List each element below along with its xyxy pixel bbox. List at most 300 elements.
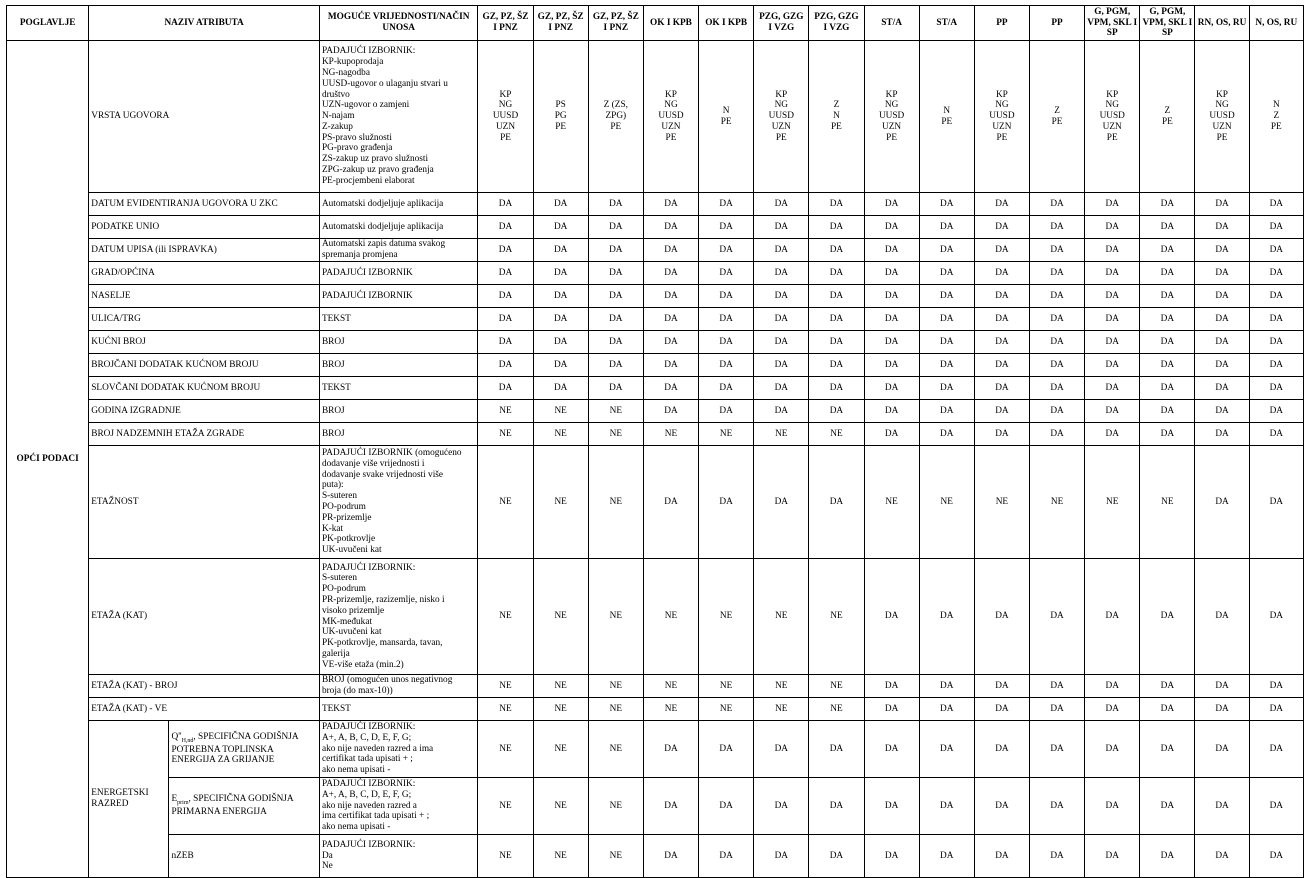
table-row <box>7 721 1304 778</box>
value-cell: DA <box>1029 239 1084 262</box>
value-line: PE <box>831 121 842 132</box>
value-cell: DA <box>864 400 919 423</box>
value-cell: DA <box>643 354 698 377</box>
value-line: PE <box>1216 132 1228 143</box>
value-cell: DA <box>974 721 1029 778</box>
value-line: PE <box>996 132 1008 143</box>
value-cell: DA <box>588 354 643 377</box>
value-cell: DA <box>864 423 919 446</box>
value-cell: DA <box>1085 675 1140 698</box>
attribute-name: NASELJE <box>89 285 320 308</box>
table-row <box>7 835 1304 878</box>
value-line: PE <box>500 132 511 143</box>
value-cell: DA <box>478 331 533 354</box>
value-line: UUSD <box>492 111 519 122</box>
value-cell: DA <box>1085 308 1140 331</box>
value-cell: DA <box>1140 239 1195 262</box>
value-line: UUSD <box>658 111 684 122</box>
table-row <box>7 423 1304 446</box>
value-cell: DA <box>1140 193 1195 216</box>
value-cell: DA <box>643 721 698 778</box>
value-line: PE <box>555 121 567 132</box>
value-cell: DA <box>1085 698 1140 721</box>
value-cell: DA <box>864 835 919 878</box>
energy-symbol: Q'' <box>171 731 182 742</box>
value-cell: DA <box>643 377 698 400</box>
value-cell: DA <box>919 308 974 331</box>
value-cell: NE <box>588 559 643 675</box>
value-cell: NE <box>478 835 533 878</box>
possible-value-line: ako nije naveden razred a <box>321 800 417 811</box>
value-cell: DA <box>809 216 864 239</box>
value-cell: DA <box>864 216 919 239</box>
value-cell <box>1085 41 1140 193</box>
value-cell: DA <box>864 193 919 216</box>
possible-value-line: UK-uvučeni kat <box>321 545 382 556</box>
possible-value-line: UUSD-ugovor o ulaganju stvari u društvo <box>321 78 448 100</box>
value-cell: DA <box>754 400 809 423</box>
value-cell: DA <box>533 193 588 216</box>
possible-value-line: Ne <box>321 861 333 872</box>
value-cell: DA <box>1249 675 1303 698</box>
possible-values <box>319 193 477 216</box>
possible-value-line: BROJ <box>321 405 345 416</box>
value-cell: DA <box>1249 239 1303 262</box>
value-cell: DA <box>1249 446 1303 559</box>
value-cell: DA <box>1195 446 1249 559</box>
value-cell: DA <box>1029 193 1084 216</box>
value-cell <box>809 41 864 193</box>
energy-attribute-name <box>169 721 319 778</box>
possible-value-line: K-kat <box>321 523 344 534</box>
value-line: UUSD <box>989 111 1015 122</box>
value-cell: NE <box>699 675 754 698</box>
attribute-name: ETAŽA (KAT) - VE <box>89 698 320 721</box>
value-cell: NE <box>588 698 643 721</box>
possible-value-line: PK-potkrovlje, mansarda, tavan, <box>321 638 443 649</box>
value-cell: DA <box>533 216 588 239</box>
value-cell: DA <box>1085 721 1140 778</box>
value-cell: DA <box>809 308 864 331</box>
value-cell: DA <box>1249 721 1303 778</box>
value-cell: DA <box>974 778 1029 835</box>
value-cell: DA <box>1195 331 1249 354</box>
table-row <box>7 559 1304 675</box>
value-cell: NE <box>643 559 698 675</box>
value-line: NG <box>664 100 678 111</box>
value-cell <box>919 41 974 193</box>
value-cell: DA <box>1085 354 1140 377</box>
table-row <box>7 262 1304 285</box>
value-cell: DA <box>1249 354 1303 377</box>
value-line: UZN <box>992 121 1012 132</box>
value-cell: DA <box>919 835 974 878</box>
value-cell: DA <box>1029 262 1084 285</box>
value-line: UUSD <box>768 111 794 122</box>
attribute-name: ETAŽA (KAT) - BROJ <box>89 675 320 698</box>
value-cell: NE <box>699 698 754 721</box>
value-cell: DA <box>1195 193 1249 216</box>
possible-value-line: PO-podrum <box>321 502 366 512</box>
value-cell: DA <box>1140 675 1195 698</box>
value-cell: DA <box>754 778 809 835</box>
value-cell: DA <box>1195 721 1249 778</box>
value-line: PE <box>886 132 898 143</box>
value-cell: DA <box>478 377 533 400</box>
possible-value-line: NG-nagodba <box>321 67 370 78</box>
value-cell: DA <box>1085 216 1140 239</box>
value-cell: DA <box>919 331 974 354</box>
value-cell: DA <box>533 354 588 377</box>
possible-value-line: PR-prizemlje <box>321 512 372 523</box>
value-cell: NE <box>533 423 588 446</box>
possible-value-line: TEKST <box>321 382 351 393</box>
value-cell: DA <box>1195 400 1249 423</box>
header-possible-values: MOGUĆE VRIJEDNOSTI/NAČIN UNOSA <box>319 6 477 41</box>
possible-value-line: Da <box>321 850 333 861</box>
value-cell: DA <box>754 721 809 778</box>
value-line: KP <box>995 89 1008 100</box>
value-cell: DA <box>919 778 974 835</box>
value-cell: NE <box>478 721 533 778</box>
possible-value-line: PADAJUĆI IZBORNIK <box>321 290 413 301</box>
value-cell: DA <box>588 285 643 308</box>
value-cell: DA <box>864 721 919 778</box>
value-cell: DA <box>1085 559 1140 675</box>
possible-value-line: PR-prizemlje, razizemlje, nisko i <box>321 594 445 605</box>
attribute-name: ETAŽA (KAT) <box>89 559 320 675</box>
possible-value-line: TEKST <box>321 703 351 714</box>
possible-value-line: dodavanje svake vrijednosti više <box>321 469 444 480</box>
value-line: UZN <box>1212 121 1232 132</box>
value-cell: DA <box>1085 193 1140 216</box>
header-chapter: POGLAVLJE <box>7 6 89 41</box>
value-line: NG <box>1215 100 1229 111</box>
possible-value-line: KP-kupoprodaja <box>321 57 384 68</box>
possible-value-line: PADAJUĆI IZBORNIK: <box>321 722 416 733</box>
value-cell: NE <box>533 778 588 835</box>
value-cell: DA <box>974 216 1029 239</box>
value-line: Z <box>1273 111 1280 122</box>
value-cell: DA <box>643 308 698 331</box>
value-cell: DA <box>1140 559 1195 675</box>
value-cell: NE <box>478 559 533 675</box>
possible-value-line: broja (do max-10)) <box>321 686 393 696</box>
value-cell: DA <box>588 193 643 216</box>
value-cell: DA <box>864 262 919 285</box>
possible-values <box>319 377 477 400</box>
table-row <box>7 377 1304 400</box>
value-cell: DA <box>809 262 864 285</box>
value-cell: NE <box>588 423 643 446</box>
value-cell: DA <box>754 285 809 308</box>
possible-values <box>319 239 477 262</box>
value-line: NG <box>884 100 899 111</box>
value-cell: DA <box>478 285 533 308</box>
value-cell: DA <box>1085 778 1140 835</box>
value-cell: DA <box>643 239 698 262</box>
value-cell: DA <box>699 331 754 354</box>
value-cell: NE <box>699 423 754 446</box>
possible-value-line: ZPG-zakup uz pravo građenja <box>321 165 434 176</box>
value-cell: DA <box>1029 331 1084 354</box>
value-line: UZN <box>1102 121 1122 132</box>
value-line: KP <box>1106 89 1119 100</box>
value-cell: NE <box>533 559 588 675</box>
table-row <box>7 354 1304 377</box>
chapter-cell: OPĆI PODACI <box>7 41 89 878</box>
value-cell: DA <box>919 400 974 423</box>
possible-values <box>319 400 477 423</box>
header-col: PZG, GZG I VZG <box>754 6 809 41</box>
value-cell: DA <box>643 446 698 559</box>
value-cell: DA <box>1249 400 1303 423</box>
value-cell: NE <box>533 400 588 423</box>
value-cell: DA <box>919 559 974 675</box>
energy-name-rest: , SPECIFIČNA GODIŠNJA POTREBNA TOPLINSKA ENERGIJA ZA GRIJANJE <box>171 731 299 766</box>
value-cell: DA <box>1029 423 1084 446</box>
value-cell: DA <box>699 377 754 400</box>
value-cell: DA <box>1140 308 1195 331</box>
possible-value-line: UK-uvučeni kat <box>321 627 382 638</box>
value-cell: DA <box>1029 285 1084 308</box>
value-cell <box>533 41 588 193</box>
attribute-name: BROJ NADZEMNIH ETAŽA ZGRADE <box>89 423 320 446</box>
value-cell: DA <box>1195 698 1249 721</box>
value-cell: NE <box>643 675 698 698</box>
value-cell: DA <box>643 262 698 285</box>
value-cell: NE <box>588 400 643 423</box>
table-row <box>7 239 1304 262</box>
value-cell: DA <box>919 354 974 377</box>
value-cell: DA <box>643 400 698 423</box>
value-cell: DA <box>1249 308 1303 331</box>
value-cell: DA <box>754 262 809 285</box>
value-cell: DA <box>1140 835 1195 878</box>
value-cell: DA <box>809 400 864 423</box>
value-cell: DA <box>1195 559 1249 675</box>
value-cell: DA <box>1029 675 1084 698</box>
value-cell: NE <box>533 721 588 778</box>
value-cell: NE <box>809 698 864 721</box>
value-cell: NE <box>919 446 974 559</box>
possible-values <box>319 423 477 446</box>
value-line: PS <box>555 100 566 111</box>
value-cell: DA <box>1249 285 1303 308</box>
value-cell: DA <box>864 308 919 331</box>
value-cell: DA <box>478 239 533 262</box>
possible-value-line: UZN-ugovor o zamjeni <box>321 100 410 111</box>
value-cell: DA <box>974 354 1029 377</box>
value-cell: DA <box>643 778 698 835</box>
value-cell <box>1249 41 1303 193</box>
value-cell: DA <box>919 239 974 262</box>
value-cell <box>974 41 1029 193</box>
value-cell: NE <box>754 698 809 721</box>
possible-values <box>319 308 477 331</box>
value-cell: DA <box>643 285 698 308</box>
value-cell: DA <box>1085 331 1140 354</box>
value-cell: NE <box>754 559 809 675</box>
possible-value-line: ako nema upisati - <box>321 765 391 776</box>
value-cell: DA <box>864 698 919 721</box>
header-col: GZ, PZ, ŠZ I PNZ <box>533 6 588 41</box>
value-cell: DA <box>1085 835 1140 878</box>
possible-value-line: BROJ <box>321 336 345 347</box>
energy-subscript: H,nd <box>181 737 194 744</box>
value-cell: DA <box>754 193 809 216</box>
possible-value-line: certifikat tada upisati + ; <box>321 754 413 765</box>
possible-values <box>319 778 477 835</box>
value-cell: NE <box>754 675 809 698</box>
value-cell: DA <box>864 285 919 308</box>
attribute-name: GRAD/OPĆINA <box>89 262 320 285</box>
value-cell: DA <box>699 216 754 239</box>
value-line: PE <box>1161 116 1173 127</box>
value-cell: DA <box>864 377 919 400</box>
value-cell <box>1029 41 1084 193</box>
value-cell: DA <box>1195 308 1249 331</box>
value-line: NG <box>995 100 1009 111</box>
value-cell: DA <box>919 285 974 308</box>
value-cell: DA <box>1029 721 1084 778</box>
table-row <box>7 331 1304 354</box>
value-cell: DA <box>478 308 533 331</box>
value-line: NG <box>498 100 513 111</box>
value-cell: DA <box>1085 262 1140 285</box>
value-line: N <box>943 105 951 116</box>
value-cell: NE <box>533 675 588 698</box>
value-cell: DA <box>974 377 1029 400</box>
possible-value-line: PADAJUĆI IZBORNIK: <box>321 562 416 573</box>
possible-value-line: TEKST <box>321 313 351 324</box>
value-cell: DA <box>1085 423 1140 446</box>
value-cell: DA <box>588 331 643 354</box>
value-cell: DA <box>809 377 864 400</box>
header-col: RN, OS, RU <box>1195 6 1249 41</box>
value-cell: DA <box>1249 262 1303 285</box>
value-cell: DA <box>809 835 864 878</box>
possible-value-line: A+, A, B, C, D, E, F, G; <box>321 789 412 800</box>
possible-value-line: PK-potkrovlje <box>321 534 376 545</box>
header-attribute-name: NAZIV ATRIBUTA <box>89 6 320 41</box>
value-cell: DA <box>1140 423 1195 446</box>
value-cell <box>754 41 809 193</box>
value-cell: NE <box>588 446 643 559</box>
value-cell: DA <box>974 423 1029 446</box>
possible-value-line: S-suteren <box>321 491 358 502</box>
value-cell: NE <box>754 423 809 446</box>
value-cell: DA <box>1029 216 1084 239</box>
value-cell: DA <box>1195 239 1249 262</box>
value-cell: NE <box>643 698 698 721</box>
value-cell: DA <box>919 193 974 216</box>
value-cell: DA <box>1029 377 1084 400</box>
possible-value-line: PG-pravo građenja <box>321 143 393 154</box>
header-col: OK I KPB <box>699 6 754 41</box>
value-cell: DA <box>1140 216 1195 239</box>
value-cell: DA <box>699 354 754 377</box>
header-col: PP <box>1029 6 1084 41</box>
value-cell <box>864 41 919 193</box>
value-cell: DA <box>699 446 754 559</box>
value-cell: DA <box>974 262 1029 285</box>
value-cell: DA <box>1249 331 1303 354</box>
value-cell: NE <box>588 721 643 778</box>
value-cell: DA <box>1195 377 1249 400</box>
value-cell: DA <box>919 698 974 721</box>
value-cell: DA <box>754 216 809 239</box>
value-cell: NE <box>864 446 919 559</box>
value-cell: NE <box>643 423 698 446</box>
value-line: PG <box>554 111 567 122</box>
value-cell: DA <box>1249 193 1303 216</box>
header-col: OK I KPB <box>643 6 698 41</box>
possible-values <box>319 331 477 354</box>
value-cell: DA <box>643 331 698 354</box>
possible-value-line: Automatski dodjeljuje aplikacija <box>321 198 444 209</box>
possible-value-line: Automatski zapis datuma svakog <box>321 239 446 250</box>
attribute-name: ETAŽNOST <box>89 446 320 559</box>
value-cell: DA <box>1249 778 1303 835</box>
table-row <box>7 675 1304 698</box>
value-cell: DA <box>533 308 588 331</box>
value-cell: NE <box>588 675 643 698</box>
value-cell: DA <box>809 331 864 354</box>
value-cell: NE <box>1029 446 1084 559</box>
attribute-name: GODINA IZGRADNJE <box>89 400 320 423</box>
possible-value-line: PO-podrum <box>321 584 366 595</box>
value-cell: DA <box>699 778 754 835</box>
attribute-name: DATUM EVIDENTIRANJA UGOVORA U ZKC <box>89 193 320 216</box>
value-cell: DA <box>809 778 864 835</box>
value-cell: DA <box>864 354 919 377</box>
value-cell: DA <box>699 721 754 778</box>
value-cell: NE <box>478 675 533 698</box>
value-line: Z <box>833 100 840 111</box>
possible-value-line: visoko prizemlje <box>321 605 385 616</box>
value-cell: DA <box>1249 377 1303 400</box>
energy-attribute-name <box>169 778 319 835</box>
value-line: UUSD <box>1209 111 1235 122</box>
value-cell: DA <box>1140 377 1195 400</box>
table-body <box>7 41 1304 878</box>
header-col: ST/A <box>919 6 974 41</box>
value-cell: DA <box>699 308 754 331</box>
value-cell: DA <box>754 377 809 400</box>
value-cell: DA <box>478 216 533 239</box>
value-cell: DA <box>699 193 754 216</box>
energy-subscript: prim <box>177 800 189 807</box>
value-cell: DA <box>919 721 974 778</box>
value-cell: NE <box>1085 446 1140 559</box>
table-row <box>7 41 1304 193</box>
value-cell: DA <box>533 239 588 262</box>
value-cell: DA <box>974 559 1029 675</box>
table-row <box>7 216 1304 239</box>
value-line: N <box>833 111 840 122</box>
value-cell: DA <box>1195 778 1249 835</box>
value-cell: DA <box>754 239 809 262</box>
value-cell: DA <box>974 239 1029 262</box>
possible-values <box>319 675 477 698</box>
value-cell: DA <box>974 400 1029 423</box>
value-cell: DA <box>974 193 1029 216</box>
possible-value-line: PADAJUĆI IZBORNIK: <box>321 779 416 790</box>
value-cell: DA <box>1249 423 1303 446</box>
value-cell: DA <box>1249 216 1303 239</box>
value-cell: DA <box>809 354 864 377</box>
